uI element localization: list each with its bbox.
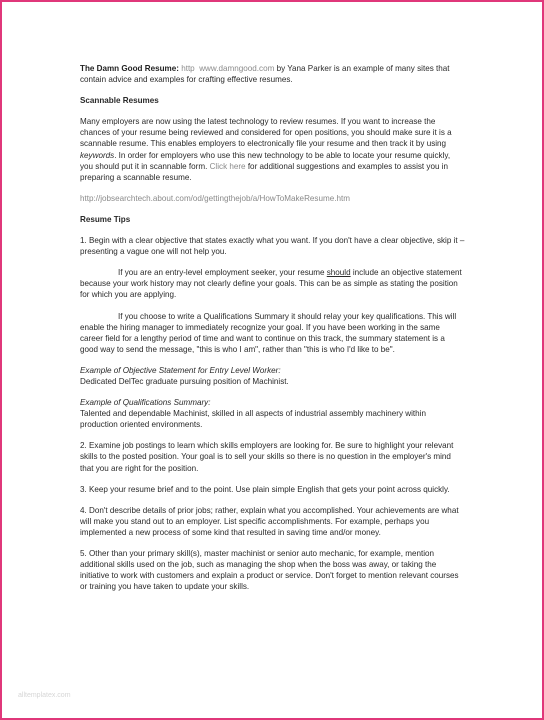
tip-5: 5. Other than your primary skill(s), master machinist or senior auto mechanic, for example, mention additional skills used on the job, such as managing the shop when the boss was away, or taking the initiative to work with customers and explain a product or service. Don't forget to mention relevant courses or training you have taken to update your skills. [80,549,459,592]
resume-tips-heading: Resume Tips [80,214,131,224]
click-here-link[interactable]: Click here [209,161,246,171]
watermark-text: alltemplatex.com [18,692,71,699]
example-objective-label: Example of Objective Statement for Entry Level Worker: [80,365,281,375]
keywords-text: keywords [80,150,115,160]
document-body [80,63,465,602]
intro-link[interactable]: http www.damngood.com [181,64,275,73]
example-qualifications [80,397,465,430]
intro-text: by Yana Parker is an example of many sites that contain advice and examples for crafting effective resumes. [80,64,450,85]
tip-1-qualifications: If you choose to write a Qualifications Summary it should relay your key qualifications. This will enable the hiring manager to immediately recognize your goal. If you have been working in the same career field for a lengthy period of time and want to continue on this track, the summary statement is a good way to send the message, "this is who I am", rather than "this is who I'd like to be". [80,311,457,354]
scannable-heading: Scannable Resumes [80,96,159,106]
example-objective [80,365,465,387]
tip-4: 4. Don't describe details of prior jobs; rather, explain what you accomplished. Your achievements are what will make you stand out to an employer. List specific accomplishments. For example, perhaps you implemented a new process of some kind that resulted in saving time and/or money. [80,505,459,537]
tip-1-entry-level: If you are an entry-level employment seeker, your resume should include an objective statement because your work history may not clearly define your goals. This can be as simple as stating the position for which you are applying. [80,268,462,300]
tip-1: 1. Begin with a clear objective that states exactly what you want. If you don't have a clear objective, skip it – presenting a vague one will not help you. [80,236,465,257]
should-text: should [326,268,351,278]
scannable-url-link[interactable]: http://jobsearchtech.about.com/od/gettingthejob/a/HowToMakeResume.htm [80,193,350,203]
tip-2: 2. Examine job postings to learn which skills employers are looking for. Be sure to highlight your relevant skills to the posted position. Your goal is to sell your skills so there is no question in the employer's mind that you are right for the position. [80,441,454,473]
example-qualifications-label: Example of Qualifications Summary: [80,398,211,408]
intro-title: The Damn Good Resume: [80,64,179,73]
scannable-paragraph: Many employers are now using the latest technology to review resumes. If you want to increase the chances of your resume being reviewed and considered for open positions, you should make sure it is a scannable resume. This enables employers to electronically file your resume and then track it by using keywords. In order for employers who use this new technology to be able to locate your resume quickly, you should put it in scannable form. Click here for additional suggestions and examples to assist you in preparing a scannable resume. [80,117,452,182]
intro-paragraph [80,63,465,85]
example-qualifications-text: Talented and dependable Machinist, skilled in all aspects of industrial assembly machinery within production oriented environments. [80,409,426,430]
example-objective-text: Dedicated DelTec graduate pursuing position of Machinist. [80,376,289,386]
tip-3: 3. Keep your resume brief and to the point. Use plain simple English that gets your point across quickly. [80,484,450,494]
